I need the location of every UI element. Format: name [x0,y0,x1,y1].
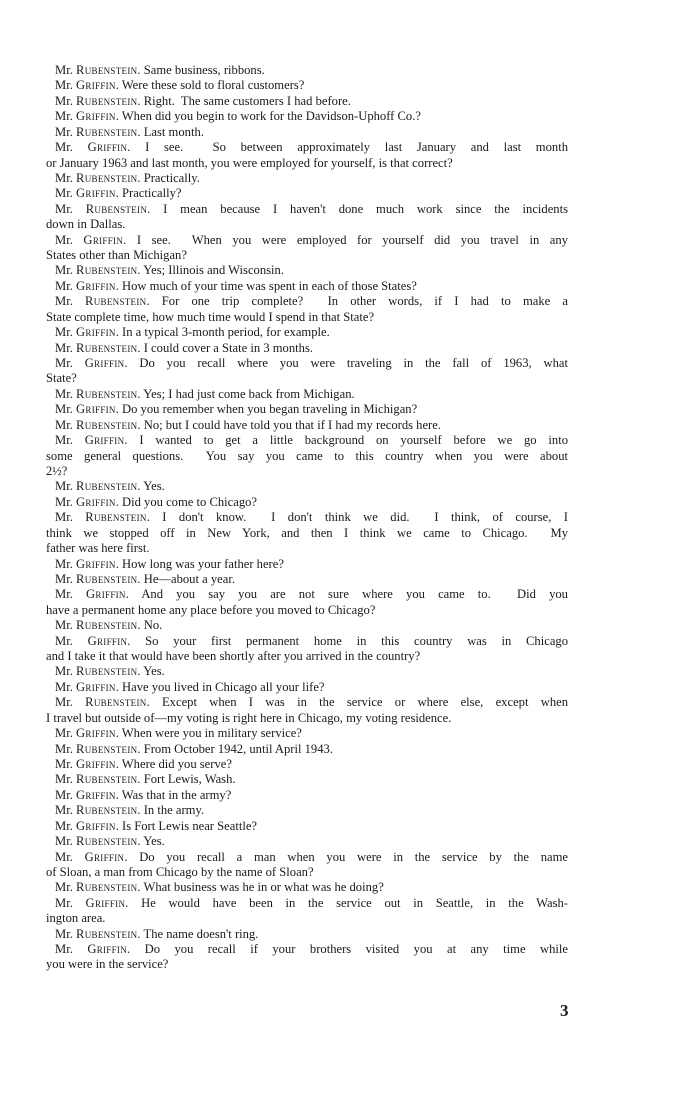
testimony-paragraph [46,850,568,881]
text-line [46,217,568,232]
text-line: Mr. Griffin. Do you recall if your brothers visited you at any time while [55,942,568,957]
text-line: Mr. Griffin. How long was your father here? [55,556,284,571]
honorific: Mr. [55,633,73,648]
honorific: Mr. [55,109,73,124]
text-line: Mr. Griffin. He would have been in the service out in Seattle, in the Wash- [55,895,568,910]
speaker-name: Rubenstein [76,479,138,494]
text-line: Mr. Rubenstein. Right. The same customers I had before. [55,93,351,108]
line-text: State complete time, how much time would I spend in that State? [46,309,375,324]
speaker-name: Griffin [84,433,125,448]
honorific: Mr. [55,479,73,494]
testimony-paragraph [46,803,568,818]
speaker-name: Rubenstein [76,124,138,139]
honorific: Mr. [55,849,73,864]
text-line [46,711,568,726]
honorific: Mr. [55,618,73,633]
honorific: Mr. [55,124,73,139]
line-text: Do you recall a man when you were in the service by the name [139,849,569,864]
speaker-name: Rubenstein [76,63,138,77]
speaker-name: Griffin [84,849,125,864]
speaker-name: Griffin [76,78,116,93]
text-line: Mr. Griffin. Is Fort Lewis near Seattle? [55,818,258,833]
testimony-paragraph [46,140,568,171]
text-line: Mr. Griffin. So your first permanent home in this country was in Chicago [55,633,568,648]
line-text: When were you in military service? [121,726,302,741]
line-text: Do you remember when you began traveling in Michigan? [122,402,418,417]
speaker-name: Griffin [83,232,124,247]
line-text: father was here first. [46,541,150,556]
line-text: or January 1963 and last month, you were employed for yourself, is that correct? [46,155,453,170]
honorific: Mr. [55,556,73,571]
text-line: Mr. Rubenstein. In the army. [55,803,205,818]
testimony-paragraph [46,557,568,572]
honorific: Mr. [55,494,73,509]
honorific: Mr. [55,756,73,771]
testimony-paragraph [46,263,568,278]
line-text: For one trip complete? In other words, if I had to make a [161,294,569,309]
honorific: Mr. [55,772,73,787]
testimony-paragraph [46,896,568,927]
speaker-name: Rubenstein [76,664,138,679]
text-line [46,449,568,464]
text-line: Mr. Griffin. When did you begin to work for the Davidson-Uphoff Co.? [55,109,421,124]
text-line [46,371,568,386]
line-text: So your first permanent home in this country was in Chicago [145,633,568,648]
honorific: Mr. [55,170,73,185]
text-line [46,957,568,972]
text-line: Mr. Griffin. Practically? [55,186,182,201]
line-text: Yes. [143,479,165,494]
speaker-name: Rubenstein [76,93,138,108]
text-line [46,526,568,541]
speaker-name: Griffin [76,402,116,417]
testimony-paragraph [46,495,568,510]
honorific: Mr. [55,664,73,679]
text-line [46,911,568,926]
line-text: Do you recall where you were traveling in the fall of 1963, what [139,356,568,371]
testimony-paragraph [46,387,568,402]
line-text: have a permanent home any place before you moved to Chicago? [46,602,376,617]
honorific: Mr. [55,417,73,432]
speaker-name: Rubenstein [85,510,147,525]
speaker-name: Rubenstein [76,834,138,849]
line-text: Were these sold to floral customers? [121,78,305,93]
testimony-paragraph [46,742,568,757]
speaker-name: Griffin [76,726,116,741]
speaker-name: Griffin [76,109,116,124]
text-line [46,248,568,263]
testimony-paragraph [46,294,568,325]
honorific: Mr. [55,926,73,941]
testimony-paragraph [46,680,568,695]
line-text: I travel but outside of—my voting is right here in Chicago, my voting residence. [46,710,452,725]
testimony-paragraph [46,664,568,679]
speaker-name: Griffin [85,895,126,910]
line-text: down in Dallas. [46,217,126,232]
text-line [46,464,568,479]
line-text: How long was your father here? [122,556,284,571]
testimony-paragraph [46,618,568,633]
line-text: think we stopped off in New York, and then I think we came to Chicago. My [46,525,568,540]
text-line: Mr. Griffin. Do you recall where you were traveling in the fall of 1963, what [55,356,568,371]
line-text: I wanted to get a little background on yourself before we go into [139,433,569,448]
line-text: In a typical 3-month period, for example. [122,325,330,340]
text-line [46,541,568,556]
text-line: Mr. Rubenstein. I could cover a State in 3 months. [55,340,313,355]
line-text: ington area. [46,911,106,926]
text-line: Mr. Rubenstein. For one trip complete? In other words, if I had to make a [55,294,569,309]
line-text: Did you come to Chicago? [122,494,258,509]
honorific: Mr. [55,63,73,77]
testimony-paragraph [46,757,568,772]
speaker-name: Rubenstein [76,772,138,787]
line-text: 2½? [46,463,68,478]
testimony-paragraph [46,510,568,556]
text-line [46,156,568,171]
testimony-paragraph [46,819,568,834]
testimony-paragraph [46,418,568,433]
testimony-paragraph [46,109,568,124]
speaker-name: Rubenstein [76,386,138,401]
line-text: Practically. [143,170,200,185]
text-line: Mr. Griffin. Have you lived in Chicago all your life? [55,679,325,694]
testimony-paragraph [46,772,568,787]
text-line: Mr. Rubenstein. Yes; I had just come back from Michigan. [55,386,355,401]
line-text: In the army. [143,803,205,818]
testimony-paragraph [46,402,568,417]
speaker-name: Griffin [87,942,128,957]
honorific: Mr. [55,880,73,895]
testimony-paragraph [46,479,568,494]
speaker-name: Rubenstein [85,294,147,309]
speaker-name: Griffin [84,356,125,371]
line-text: Was that in the army? [121,787,232,802]
speaker-name: Griffin [87,633,128,648]
honorific: Mr. [55,93,73,108]
line-text: Yes. [143,664,165,679]
line-text: I don't know. I don't think we did. I think, of course, I [162,510,568,525]
speaker-name: Rubenstein [76,803,138,818]
speaker-name: Griffin [76,787,116,802]
testimony-paragraph [46,63,568,78]
honorific: Mr. [55,140,73,155]
line-text: of Sloan, a man from Chicago by the name of Sloan? [46,864,314,879]
text-line: Mr. Rubenstein. The name doesn't ring. [55,926,259,941]
speaker-name: Rubenstein [76,741,138,756]
text-line: Mr. Griffin. How much of your time was spent in each of those States? [55,278,417,293]
line-text: No; but I could have told you that if I had my records here. [143,417,441,432]
testimony-paragraph [46,125,568,140]
honorific: Mr. [55,695,73,710]
line-text: some general questions. You say you came to this country when you were about [46,448,568,463]
honorific: Mr. [55,186,73,201]
line-text: The name doesn't ring. [143,926,259,941]
honorific: Mr. [55,402,73,417]
line-text: Practically? [122,186,182,201]
line-text: What business was he in or what was he doing? [143,880,384,895]
line-text: Except when I was in the service or where else, except when [161,695,569,710]
text-line: Mr. Rubenstein. From October 1942, until April 1943. [55,741,333,756]
text-line: Mr. Griffin. Do you recall a man when you were in the service by the name [55,849,569,864]
line-text: From October 1942, until April 1943. [143,741,333,756]
speaker-name: Griffin [76,278,116,293]
honorific: Mr. [55,278,73,293]
line-text: When did you begin to work for the Davidson-Uphoff Co.? [121,109,421,124]
transcript-body [46,63,568,973]
line-text: He—about a year. [143,571,235,586]
line-text: Is Fort Lewis near Seattle? [122,818,258,833]
text-line: Mr. Rubenstein. No. [55,618,163,633]
line-text: No. [143,618,163,633]
text-line: Mr. Rubenstein. Except when I was in the service or where else, except when [55,695,569,710]
speaker-name: Griffin [76,818,116,833]
testimony-paragraph [46,279,568,294]
text-line [46,603,568,618]
speaker-name: Griffin [76,186,116,201]
speaker-name: Rubenstein [76,340,138,355]
text-line: Mr. Rubenstein. He—about a year. [55,571,235,586]
honorific: Mr. [55,325,73,340]
text-line: Mr. Rubenstein. No; but I could have told you that if I had my records here. [55,417,441,432]
testimony-paragraph [46,233,568,264]
line-text: Fort Lewis, Wash. [143,772,236,787]
text-line: Mr. Griffin. Where did you serve? [55,756,232,771]
speaker-name: Griffin [76,679,116,694]
line-text: Have you lived in Chicago all your life? [122,679,325,694]
testimony-paragraph [46,356,568,387]
line-text: I could cover a State in 3 months. [143,340,313,355]
speaker-name: Rubenstein [85,201,148,216]
honorific: Mr. [55,587,73,602]
speaker-name: Griffin [76,756,116,771]
speaker-name: Griffin [76,494,116,509]
line-text: Yes; I had just come back from Michigan. [143,386,355,401]
line-text: Do you recall if your brothers visited you at any time while [144,942,568,957]
honorific: Mr. [55,356,73,371]
honorific: Mr. [55,232,73,247]
testimony-paragraph [46,78,568,93]
speaker-name: Rubenstein [76,926,138,941]
speaker-name: Rubenstein [76,170,138,185]
speaker-name: Rubenstein [76,618,138,633]
text-line: Mr. Rubenstein. Yes; Illinois and Wisconsin. [55,263,284,278]
speaker-name: Griffin [76,556,116,571]
line-text: How much of your time was spent in each of those States? [122,278,417,293]
testimony-paragraph [46,325,568,340]
honorific: Mr. [55,803,73,818]
testimony-paragraph [46,171,568,186]
line-text: I see. When you were employed for yourself did you travel in any [136,232,568,247]
speaker-name: Rubenstein [76,263,138,278]
testimony-paragraph [46,186,568,201]
honorific: Mr. [55,78,73,93]
testimony-paragraph [46,927,568,942]
text-line: Mr. Griffin. Was that in the army? [55,787,232,802]
text-line: Mr. Griffin. Did you come to Chicago? [55,494,258,509]
line-text: and I take it that would have been shortly after you arrived in the country? [46,649,421,664]
text-line: Mr. Rubenstein. I mean because I haven't done much work since the incidents [55,201,568,216]
honorific: Mr. [55,679,73,694]
speaker-name: Griffin [87,140,128,155]
testimony-paragraph [46,634,568,665]
testimony-paragraph [46,726,568,741]
honorific: Mr. [55,787,73,802]
honorific: Mr. [55,741,73,756]
honorific: Mr. [55,340,73,355]
speaker-name: Rubenstein [76,880,138,895]
text-line: Mr. Griffin. And you say you are not sure where you came to. Did you [55,587,568,602]
honorific: Mr. [55,386,73,401]
text-line: Mr. Rubenstein. Last month. [55,124,204,139]
honorific: Mr. [55,942,73,957]
speaker-name: Rubenstein [85,695,147,710]
speaker-name: Griffin [76,325,116,340]
text-line: Mr. Griffin. Do you remember when you began traveling in Michigan? [55,402,418,417]
line-text: Last month. [143,124,204,139]
text-line: Mr. Rubenstein. What business was he in or what was he doing? [55,880,384,895]
line-text: State? [46,371,77,386]
line-text: States other than Michigan? [46,248,187,263]
testimony-paragraph [46,587,568,618]
text-line: Mr. Rubenstein. I don't know. I don't think we did. I think, of course, I [55,510,568,525]
line-text: Where did you serve? [121,756,232,771]
text-line [46,310,568,325]
text-line: Mr. Rubenstein. Same business, ribbons. [55,63,265,77]
testimony-paragraph [46,834,568,849]
line-text: Yes; Illinois and Wisconsin. [143,263,284,278]
testimony-paragraph [46,433,568,479]
text-line: Mr. Rubenstein. Yes. [55,664,165,679]
text-line: Mr. Rubenstein. Fort Lewis, Wash. [55,772,236,787]
text-line: Mr. Griffin. When were you in military service? [55,726,302,741]
honorific: Mr. [55,895,73,910]
testimony-paragraph [46,572,568,587]
text-line: Mr. Griffin. I see. When you were employed for yourself did you travel in any [55,232,568,247]
line-text: He would have been in the service out in Seattle, in the Wash- [141,895,568,910]
testimony-paragraph [46,942,568,973]
honorific: Mr. [55,818,73,833]
text-line [46,649,568,664]
honorific: Mr. [55,433,73,448]
honorific: Mr. [55,263,73,278]
line-text: you were in the service? [46,957,169,972]
text-line: Mr. Rubenstein. Yes. [55,479,165,494]
testimony-paragraph [46,695,568,726]
speaker-name: Rubenstein [76,571,138,586]
testimony-paragraph [46,880,568,895]
line-text: Right. The same customers I had before. [143,93,351,108]
testimony-paragraph [46,202,568,233]
line-text: Yes. [143,834,165,849]
text-line: Mr. Griffin. I wanted to get a little background on yourself before we go into [55,433,569,448]
honorific: Mr. [55,294,73,309]
text-line: Mr. Griffin. In a typical 3-month period, for example. [55,325,330,340]
page-number: 3 [560,1001,569,1020]
honorific: Mr. [55,571,73,586]
testimony-paragraph [46,94,568,109]
testimony-paragraph [46,341,568,356]
text-line: Mr. Griffin. Were these sold to floral customers? [55,78,305,93]
speaker-name: Griffin [86,587,126,602]
text-line: Mr. Griffin. I see. So between approximately last January and last month [55,140,568,155]
line-text: Same business, ribbons. [143,63,265,77]
text-line: Mr. Rubenstein. Practically. [55,170,200,185]
honorific: Mr. [55,726,73,741]
line-text: I mean because I haven't done much work since the incidents [163,201,568,216]
honorific: Mr. [55,834,73,849]
testimony-paragraph [46,788,568,803]
text-line: Mr. Rubenstein. Yes. [55,834,165,849]
honorific: Mr. [55,510,73,525]
text-line [46,865,568,880]
honorific: Mr. [55,201,73,216]
line-text: I see. So between approximately last January and last month [145,140,568,155]
line-text: And you say you are not sure where you came to. Did you [141,587,568,602]
speaker-name: Rubenstein [76,417,138,432]
